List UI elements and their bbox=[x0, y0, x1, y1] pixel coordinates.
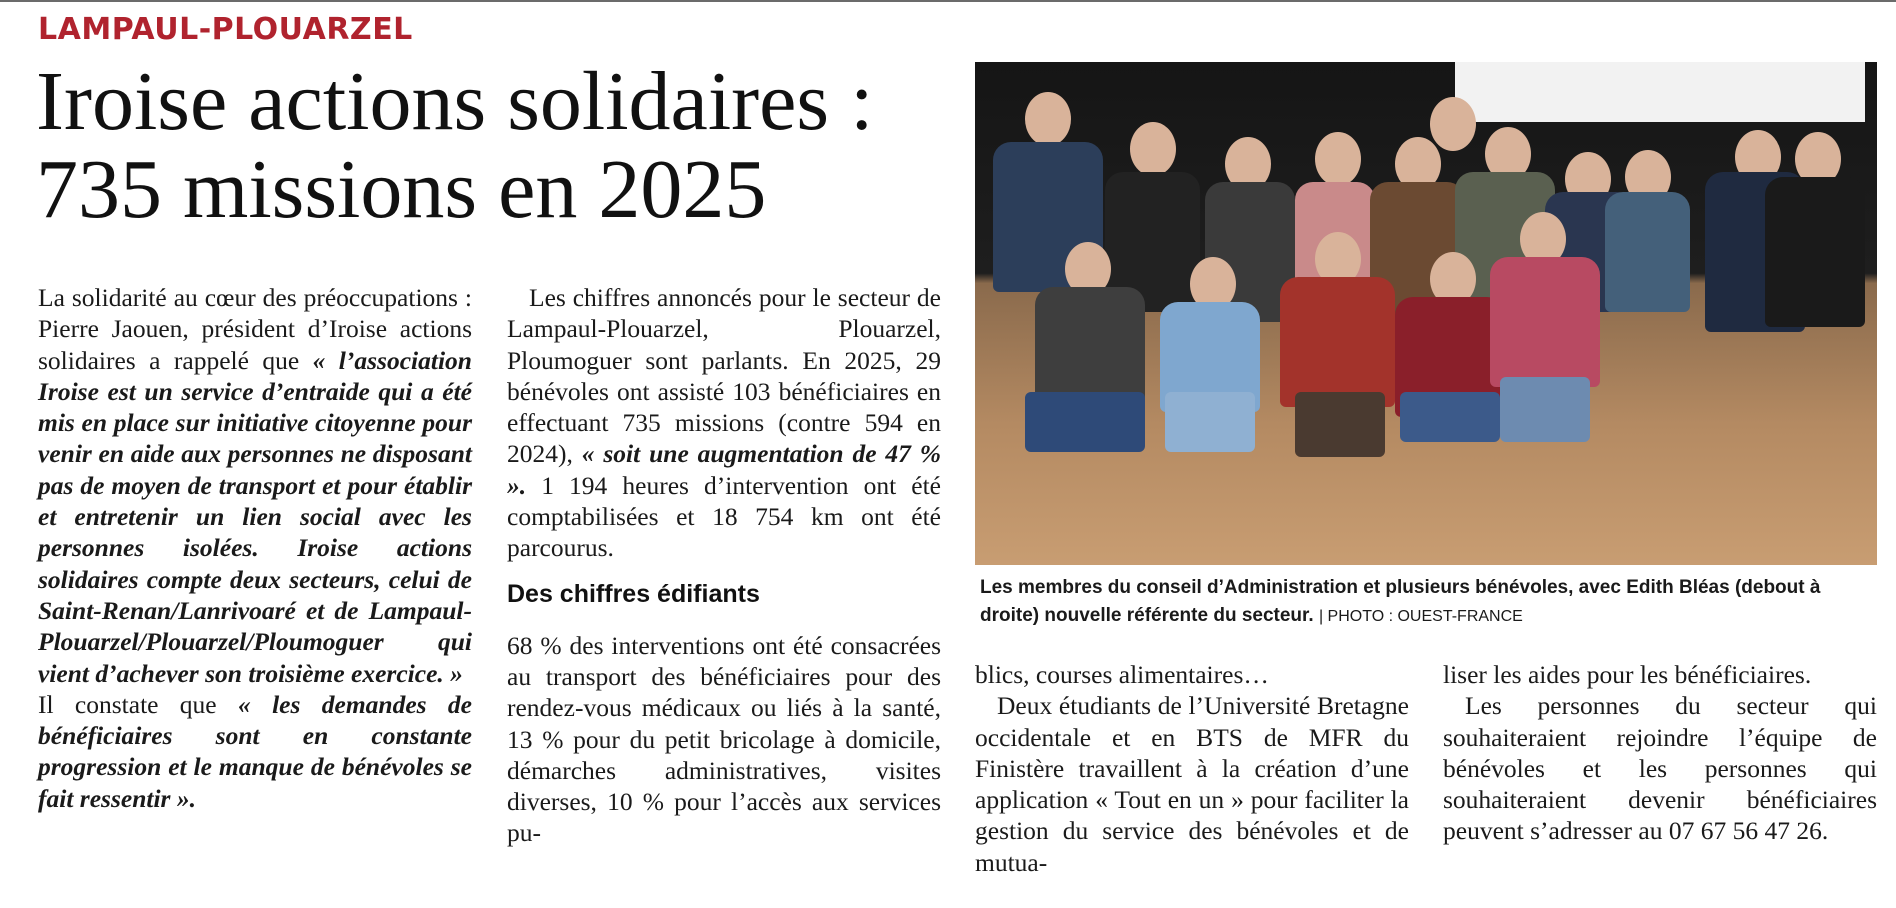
photo-credit: | PHOTO : OUEST-FRANCE bbox=[1318, 608, 1523, 625]
col2-text: Les chiffres annoncés pour le secteur de Lampaul-Plouarzel, Plouarzel, Ploumoguer sont parlants. En 2025, 29 bénévoles ont assisté 103 bénéficiaires en effectuant 735 missions (contre 594 en 2024), bbox=[507, 283, 941, 469]
col3-paragraph-2: Deux étudiants de l’Université Bretagne occidentale et en BTS de MFR du Finistère travaillent à la création d’une application « Tout en un » pour faciliter la gestion du service des bénévoles et de mutua- bbox=[975, 691, 1409, 877]
col2-paragraph-1 bbox=[507, 282, 941, 564]
col4-paragraph-1: liser les aides pour les bénéficiaires. bbox=[1443, 660, 1812, 689]
col2-paragraph-2: 68 % des interventions ont été consacrées au transport des bénéficiaires pour des rendez-vous médicaux ou liés à la santé, 13 % pour du petit bricolage à domicile, démarches administratives, visites diverses, 10 % pour l’accès aux services pu- bbox=[507, 630, 941, 848]
col1-paragraph-2 bbox=[38, 689, 472, 814]
col1-text-2: Il constate que bbox=[38, 689, 238, 719]
col2-text-2: 1 194 heures d’intervention ont été comptabilisées et 18 754 km ont été parcourus. bbox=[507, 470, 941, 563]
photo-caption bbox=[980, 574, 1880, 631]
col1-quote: « l’association Iroise est un service d’entraide qui a été mis en place sur initiative citoyenne pour venir en aide aux personnes ne disposant pas de moyen de transport et pour établir et entretenir un lien social avec les personnes isolées. Iroise actions solidaires compte deux secteurs, celui de Saint-Renan/Lanrivoaré et de Lampaul-Plouarzel/Plouarzel/Ploumoguer qui vient d’achever son troisième exercice. » bbox=[38, 345, 472, 688]
headline-line-2: 735 missions en 2025 bbox=[36, 143, 767, 236]
section-subheading: Des chiffres édifiants bbox=[507, 579, 760, 608]
article-column-1 bbox=[38, 282, 472, 814]
top-rule bbox=[0, 0, 1896, 2]
article-column-3 bbox=[975, 659, 1409, 878]
col1-text: La solidarité au cœur des préoccupations : Pierre Jaouen, président d’Iroise actions solidaires a rappelé que bbox=[38, 283, 472, 375]
col3-paragraph-1: blics, courses alimentaires… bbox=[975, 660, 1269, 689]
caption-text: Les membres du conseil d’Administration et plusieurs bénévoles, avec Edith Bléas (debout à droite) nouvelle référente du secteur. bbox=[980, 577, 1821, 626]
article-column-4 bbox=[1443, 659, 1877, 847]
col1-quote-2: « les demandes de bénéficiaires sont en constante progression et le manque de bénévoles se fait ressentir ». bbox=[38, 689, 472, 813]
article-column-2 bbox=[507, 282, 941, 849]
article-headline bbox=[36, 55, 976, 236]
col1-paragraph-1 bbox=[38, 282, 472, 689]
location-kicker: LAMPAUL-PLOUARZEL bbox=[38, 12, 413, 47]
headline-line-1: Iroise actions solidaires : bbox=[36, 55, 874, 148]
col2-quote: « soit une augmentation de 47 % ». bbox=[507, 439, 941, 500]
group-photo bbox=[975, 62, 1877, 565]
projection-screen bbox=[1455, 62, 1865, 122]
col4-paragraph-2: Les personnes du secteur qui souhaiteraient rejoindre l’équipe de bénévoles et les personnes qui souhaiteraient devenir bénéficiaires peuvent s’adresser au 07 67 56 47 26. bbox=[1443, 691, 1877, 846]
